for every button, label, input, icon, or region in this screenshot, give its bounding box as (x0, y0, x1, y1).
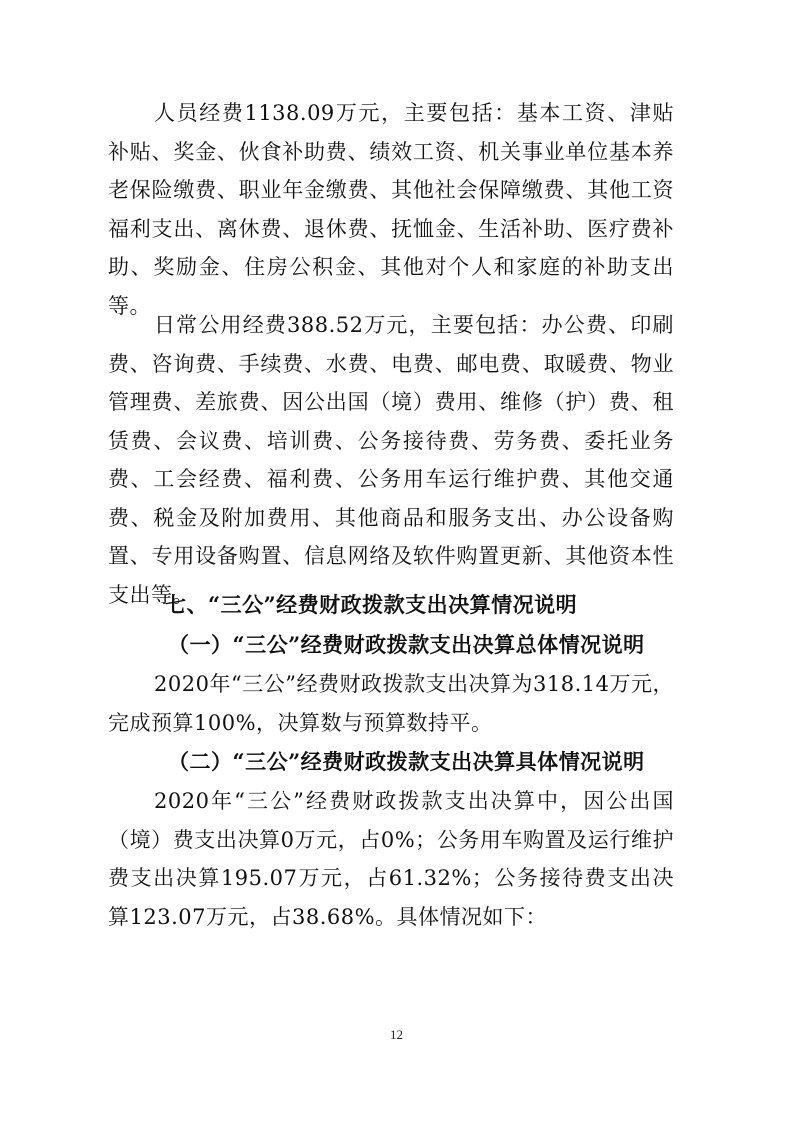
personnel-expense-paragraph: 人员经费1138.09万元，主要包括：基本工资、津贴补贴、奖金、伙食补助费、绩效工资、机关事业单位基本养老保险缴费、职业年金缴费、其他社会保障缴费、其他工资福利支出、离休费、退休费、抚恤金、生活补助、医疗费补助、奖励金、住房公积金、其他对个人和家庭的补助支出等。 (108, 101, 674, 318)
page-number: 12 (390, 1027, 403, 1042)
detail-paragraph: 2020年“三公”经费财政拨款支出决算中，因公出国（境）费支出决算0万元，占0%；公务用车购置及运行维护费支出决算195.07万元，占61.32%；公务接待费支出决算123.07万元，占38.68%。具体情况如下： (108, 789, 674, 929)
subsection-heading-detail: （二）“三公”经费财政拨款支出决算具体情况说明 (168, 749, 645, 774)
public-expense-paragraph: 日常公用经费388.52万元，主要包括：办公费、印刷费、咨询费、手续费、水费、电费、邮电费、取暖费、物业管理费、差旅费、因公出国（境）费用、维修（护）费、租赁费、会议费、培训费、公务接待费、劳务费、委托业务费、工会经费、福利费、公务用车运行维护费、其他交通费、税金及附加费用、其他商品和服务支出、办公设备购置、专用设备购置、信息网络及软件购置更新、其他资本性支出等。 (108, 313, 674, 607)
overall-paragraph: 2020年“三公”经费财政拨款支出决算为318.14万元，完成预算100%，决算数与预算数持平。 (108, 672, 674, 735)
subsection-heading-overall: （一）“三公”经费财政拨款支出决算总体情况说明 (168, 632, 645, 657)
section-heading: 七、“三公”经费财政拨款支出决算情况说明 (165, 592, 578, 617)
